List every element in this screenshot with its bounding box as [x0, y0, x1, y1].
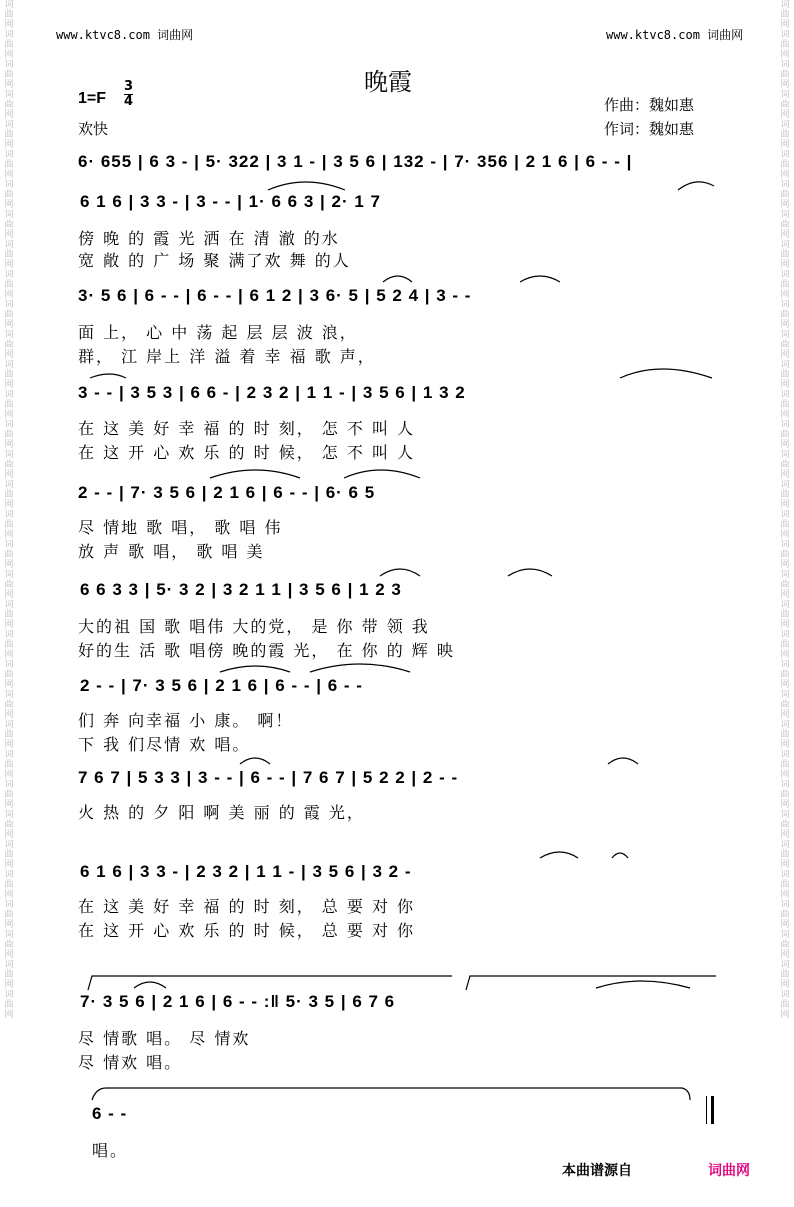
tie-sys3 — [383, 276, 412, 282]
footer-site-link[interactable]: 词曲网 — [708, 1163, 750, 1179]
lyric-line-6a: 大的祖 国 歌 唱伟 大的党， 是 你 带 领 我 — [78, 617, 430, 636]
slur-sys2b — [678, 182, 714, 190]
tie-sys8a — [240, 758, 270, 764]
lyricist-credit: 作词：魏如惠 — [604, 120, 695, 138]
time-signature-denominator: 4 — [124, 94, 134, 109]
score-line-5: 2 - - | 7· 3 5 6 | 2 1 6 | 6 - - | 6· 6 5 — [78, 483, 376, 502]
slur-sys5a — [210, 470, 300, 478]
slur-sys7 — [310, 664, 410, 672]
volta-2 — [466, 976, 716, 990]
score-line-2: 6 1 6 | 3 3 - | 3 - - | 1· 6 6 3 | 2· 1 7 — [80, 192, 381, 211]
lyric-line-10a: 尽 情歌 唱。 尽 情欢 — [78, 1029, 251, 1048]
tempo-marking: 欢快 — [78, 120, 109, 138]
lyric-line-8a: 火 热 的 夕 阳 啊 美 丽 的 霞 光， — [78, 803, 365, 822]
slur-sys3 — [520, 276, 560, 282]
lyric-line-3a: 面 上， 心 中 荡 起 层 层 波 浪， — [78, 323, 358, 342]
time-signature — [124, 80, 133, 109]
lyric-line-4a: 在 这 美 好 幸 福 的 时 刻， 怎 不 叫 人 — [78, 419, 416, 438]
key-signature: 1=F — [78, 90, 107, 107]
time-signature-numerator: 3 — [124, 79, 134, 94]
song-title: 晚霞 — [364, 68, 412, 96]
lyric-line-4b: 在 这 开 心 欢 乐 的 时 候， 怎 不 叫 人 — [78, 443, 416, 462]
header-right-site: 词曲网 — [707, 28, 744, 42]
slur-sys5b — [344, 470, 420, 478]
score-line-1: 6· 655 | 6 3 - | 5· 322 | 3 1 - | 3 5 6 | 132 - | 7· 356 | 2 1 6 | 6 - - | — [78, 152, 633, 171]
final-barline-thick — [711, 1096, 714, 1124]
final-barline-thin — [706, 1096, 707, 1124]
composer-credit: 作曲：魏如惠 — [604, 96, 695, 114]
score-line-6: 6 6 3 3 | 5· 3 2 | 3 2 1 1 | 3 5 6 | 1 2 3 — [80, 580, 402, 599]
score-line-11: 6 - - — [92, 1104, 128, 1123]
slur-sys6b — [508, 569, 552, 576]
score-line-4: 3 - - | 3 5 3 | 6 6 - | 2 3 2 | 1 1 - | 3 5 6 | 1 3 2 — [78, 383, 466, 402]
lyric-line-5a: 尽 情地 歌 唱， 歌 唱 伟 — [78, 518, 283, 537]
tie-sys4 — [90, 374, 126, 378]
header-right-url[interactable]: www.ktvc8.com — [606, 28, 700, 42]
lyric-line-10b: 尽 情欢 唱。 — [78, 1053, 183, 1072]
slur-sys10 — [134, 982, 166, 988]
tie-sys2 — [268, 182, 345, 190]
header-left-site: 词曲网 — [157, 28, 194, 42]
slur-sys4 — [620, 369, 712, 378]
slur-sys9 — [540, 852, 578, 858]
footer-source: 本曲谱源自 — [562, 1163, 632, 1179]
left-watermark-strip: 词 曲 网 词 曲 网 词 曲 网 词 曲 网 词 曲 网 词 曲 网 词 曲 网 词 曲 网 词 曲 网 词 曲 网 词 曲 网 词 曲 网 词 曲 网 词 曲 网 词 曲 网 词 曲 网 词 曲 网 词 曲 网 词 曲 网 词 曲 网 词 曲 网 词 曲 网 词 曲 网 词 曲 网 词 曲 网 词 曲 网 词 曲 网 词 曲 网 词 曲 网 词 曲 网 词 曲 网 词 曲 网 词 曲 网 词 曲 网 — [4, 0, 14, 1020]
score-line-3: 3· 5 6 | 6 - - | 6 - - | 6 1 2 | 3 6· 5 | 5 2 4 | 3 - - — [78, 286, 472, 305]
lyric-line-7a: 们 奔 向幸福 小 康。 啊！ — [78, 711, 294, 730]
lyric-line-6b: 好的生 活 歌 唱傍 晚的霞 光， 在 你 的 辉 映 — [78, 641, 455, 660]
score-line-10: 7· 3 5 6 | 2 1 6 | 6 - - :‖ 5· 3 5 | 6 7 6 — [80, 992, 396, 1011]
slur-sys10b — [596, 981, 690, 988]
volta-1 — [88, 976, 452, 990]
score-line-9: 6 1 6 | 3 3 - | 2 3 2 | 1 1 - | 3 5 6 | 3 2 - — [80, 862, 412, 881]
slur-sys9b — [612, 853, 628, 858]
lyric-line-9b: 在 这 开 心 欢 乐 的 时 候， 总 要 对 你 — [78, 921, 416, 940]
header-left-url[interactable]: www.ktvc8.com — [56, 28, 150, 42]
header-left — [56, 26, 193, 43]
tie-final — [92, 1088, 690, 1100]
lyric-line-7b: 下 我 们尽情 欢 唱。 — [78, 735, 251, 754]
score-line-7: 2 - - | 7· 3 5 6 | 2 1 6 | 6 - - | 6 - - — [80, 676, 363, 695]
score-line-8: 7 6 7 | 5 3 3 | 3 - - | 6 - - | 7 6 7 | 5 2 2 | 2 - - — [78, 768, 459, 787]
lyric-line-2a: 傍 晚 的 霞 光 洒 在 清 澈 的水 — [78, 229, 340, 248]
slur-sys6 — [380, 569, 420, 576]
tie-sys8b — [608, 758, 638, 764]
lyric-line-5b: 放 声 歌 唱， 歌 唱 美 — [78, 542, 265, 561]
right-watermark-strip: 词 曲 网 词 曲 网 词 曲 网 词 曲 网 词 曲 网 词 曲 网 词 曲 网 词 曲 网 词 曲 网 词 曲 网 词 曲 网 词 曲 网 词 曲 网 词 曲 网 词 曲 网 词 曲 网 词 曲 网 词 曲 网 词 曲 网 词 曲 网 词 曲 网 词 曲 网 词 曲 网 词 曲 网 词 曲 网 词 曲 网 词 曲 网 词 曲 网 词 曲 网 词 曲 网 词 曲 网 词 曲 网 词 曲 网 词 曲 网 — [780, 0, 790, 1020]
lyric-line-2b: 宽 敞 的 广 场 聚 满了欢 舞 的人 — [78, 251, 351, 270]
lyric-line-11a: 唱。 — [92, 1141, 129, 1160]
slur-sys7b — [220, 666, 290, 672]
header-right — [606, 26, 743, 43]
lyric-line-9a: 在 这 美 好 幸 福 的 时 刻， 总 要 对 你 — [78, 897, 416, 916]
lyric-line-3b: 群， 江 岸上 洋 溢 着 幸 福 歌 声， — [78, 347, 376, 366]
